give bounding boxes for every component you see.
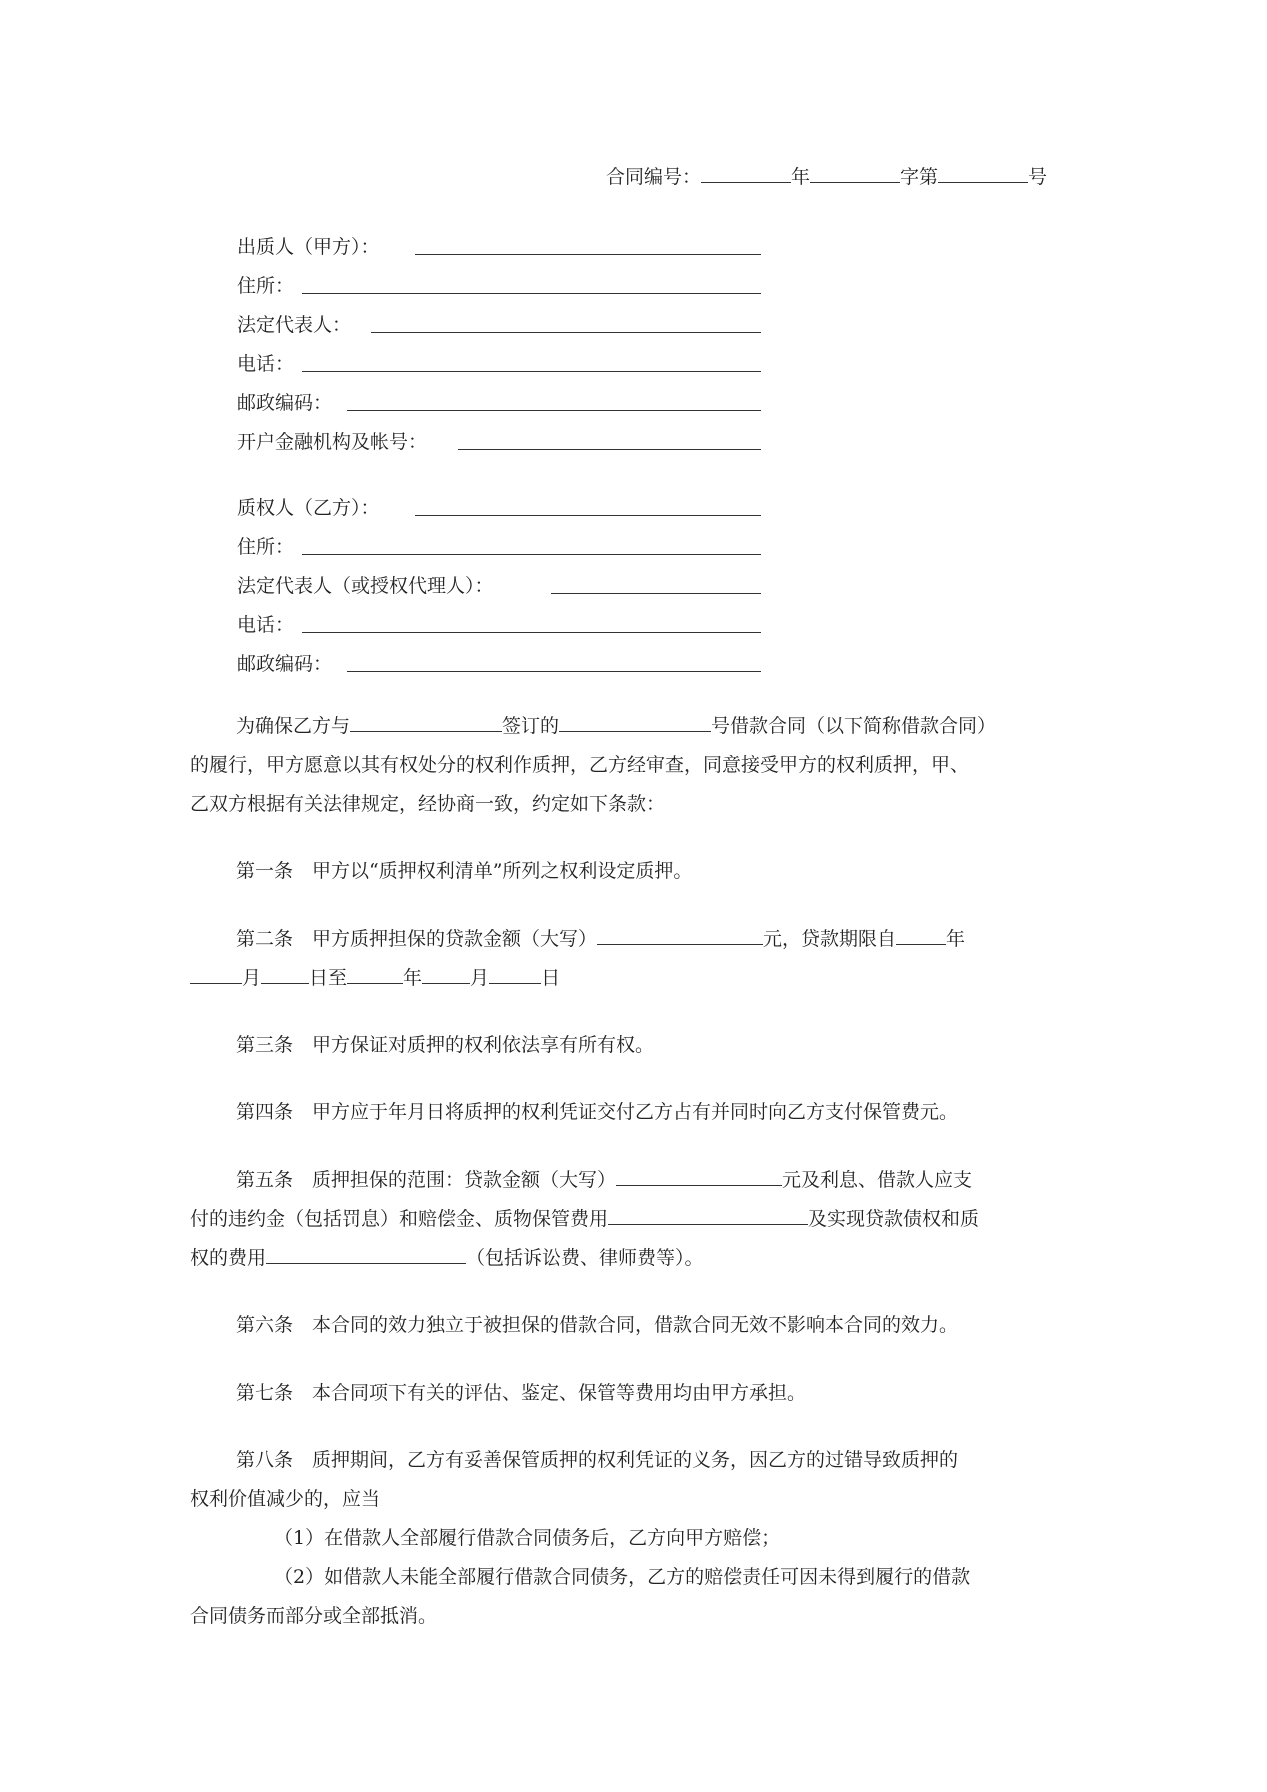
blank-field[interactable] xyxy=(608,1205,808,1225)
party-b-postcode-field[interactable] xyxy=(347,670,761,672)
article-3: 第三条 甲方保证对质押的权利依法享有所有权。 xyxy=(236,1034,655,1056)
party-b-name-field[interactable] xyxy=(415,514,761,516)
party-a-phone-field[interactable] xyxy=(302,370,761,372)
party-b-address-field[interactable] xyxy=(302,553,761,555)
article-8-item-2-line-1: （2）如借款人未能全部履行借款合同债务，乙方的赔偿责任可因未得到履行的借款 xyxy=(274,1566,971,1588)
article-4: 第四条 甲方应于年月日将质押的权利凭证交付乙方占有并同时向乙方支付保管费元。 xyxy=(236,1101,959,1123)
year-label: 年 xyxy=(791,166,811,188)
hao-label: 号 xyxy=(1028,166,1048,188)
blank-field[interactable] xyxy=(489,964,541,984)
party-b-title: 质权人（乙方）： xyxy=(237,497,380,519)
party-a-postcode-field[interactable] xyxy=(347,409,761,411)
contract-no-label: 合同编号： xyxy=(606,166,702,188)
article-5-line-3: 权的费用 （包括诉讼费、律师费等）。 xyxy=(190,1239,704,1277)
party-a-title: 出质人（甲方）： xyxy=(237,236,380,258)
blank-field[interactable] xyxy=(559,712,711,732)
article-6: 第六条 本合同的效力独立于被担保的借款合同，借款合同无效不影响本合同的效力。 xyxy=(236,1314,959,1336)
blank-field[interactable] xyxy=(350,712,502,732)
article-8-line-1: 第八条 质押期间，乙方有妥善保管质押的权利凭证的义务，因乙方的过错导致质押的 xyxy=(236,1449,959,1471)
intro-line-1: 为确保乙方与 签订的 号借款合同（以下简称借款合同） xyxy=(236,707,996,745)
blank-field[interactable] xyxy=(810,163,900,183)
blank-field[interactable] xyxy=(938,163,1028,183)
party-b-legal-rep-field[interactable] xyxy=(551,592,761,594)
intro-line-2: 的履行，甲方愿意以其有权处分的权利作质押，乙方经审查，同意接受甲方的权利质押，甲、 xyxy=(190,754,970,776)
blank-field[interactable] xyxy=(347,964,403,984)
party-b-phone-field[interactable] xyxy=(302,631,761,633)
article-8-item-2-line-2: 合同债务而部分或全部抵消。 xyxy=(190,1605,438,1627)
blank-field[interactable] xyxy=(422,964,470,984)
article-7: 第七条 本合同项下有关的评估、鉴定、保管等费用均由甲方承担。 xyxy=(236,1382,807,1404)
article-8-line-2: 权利价值减少的，应当 xyxy=(190,1488,381,1510)
zidi-label: 字第 xyxy=(900,166,939,188)
article-2-line-1: 第二条 甲方质押担保的贷款金额（大写） 元，贷款期限自 年 xyxy=(236,920,965,958)
party-b-phone-label: 电话： xyxy=(237,614,295,636)
intro-line-3: 乙双方根据有关法律规定，经协商一致，约定如下条款： xyxy=(190,793,666,815)
party-b-legal-rep-label: 法定代表人（或授权代理人）： xyxy=(237,575,494,597)
blank-field[interactable] xyxy=(701,163,791,183)
blank-field[interactable] xyxy=(597,925,763,945)
article-5-line-2: 付的违约金（包括罚息）和赔偿金、质物保管费用 及实现贷款债权和质 xyxy=(190,1200,979,1238)
party-a-postcode-label: 邮政编码： xyxy=(237,392,333,414)
article-1: 第一条 甲方以“质押权利清单”所列之权利设定质押。 xyxy=(236,860,693,882)
article-2-line-2: 月 日至 年 月 日 xyxy=(190,959,560,997)
party-b-postcode-label: 邮政编码： xyxy=(237,653,333,675)
blank-field[interactable] xyxy=(896,925,946,945)
article-8-item-1: （1）在借款人全部履行借款合同债务后，乙方向甲方赔偿； xyxy=(274,1527,781,1549)
contract-number-line xyxy=(606,162,1047,189)
party-a-legal-rep-field[interactable] xyxy=(371,331,761,333)
article-5-line-1: 第五条 质押担保的范围：贷款金额（大写） 元及利息、借款人应支 xyxy=(236,1161,972,1199)
blank-field[interactable] xyxy=(266,1244,466,1264)
party-a-address-label: 住所： xyxy=(237,275,295,297)
party-a-name-field[interactable] xyxy=(415,253,761,255)
blank-field[interactable] xyxy=(616,1166,782,1186)
party-b-address-label: 住所： xyxy=(237,536,295,558)
party-a-phone-label: 电话： xyxy=(237,353,295,375)
blank-field[interactable] xyxy=(190,964,242,984)
party-a-legal-rep-label: 法定代表人： xyxy=(237,314,352,336)
party-a-bank-field[interactable] xyxy=(458,448,761,450)
blank-field[interactable] xyxy=(261,964,309,984)
party-a-bank-label: 开户金融机构及帐号： xyxy=(237,431,428,453)
party-a-address-field[interactable] xyxy=(302,292,761,294)
